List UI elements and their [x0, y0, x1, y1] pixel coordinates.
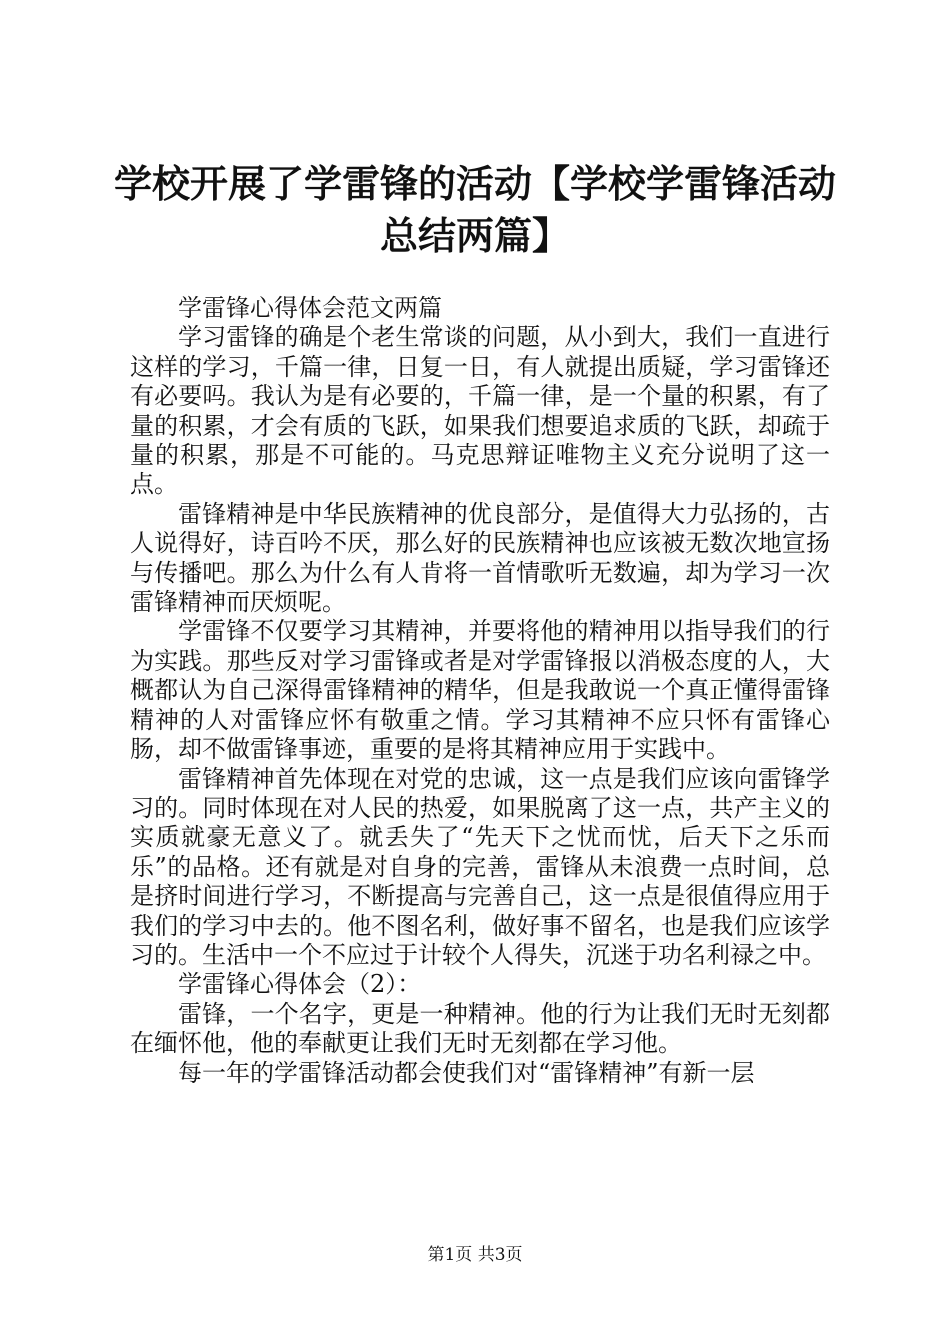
body-paragraph: 雷锋，一个名字，更是一种精神。他的行为让我们无时无刻都在缅怀他，他的奉献更让我们无时无刻都在学习他。 — [130, 999, 830, 1058]
body-paragraph: 学习雷锋的确是个老生常谈的问题，从小到大，我们一直进行这样的学习，千篇一律，日复一日，有人就提出质疑，学习雷锋还有必要吗。我认为是有必要的，千篇一律，是一个量的积累，有了量的积累，才会有质的飞跃，如果我们想要追求质的飞跃，却疏于量的积累，那是不可能的。马克思辩证唯物主义充分说明了这一点。 — [130, 323, 830, 499]
document-title: 学校开展了学雷锋的活动【学校学雷锋活动总结两篇】 — [113, 162, 836, 258]
document-body — [130, 294, 830, 1088]
body-paragraph: 雷锋精神首先体现在对党的忠诚，这一点是我们应该向雷锋学习的。同时体现在对人民的热爱，如果脱离了这一点，共产主义的实质就豪无意义了。就丢失了“先天下之忧而忧，后天下之乐而乐”的品格。还有就是对自身的完善，雷锋从未浪费一点时间，总是挤时间进行学习，不断提高与完善自己，这一点是很值得应用于我们的学习中去的。他不图名利，做好事不留名，也是我们应该学习的。生活中一个不应过于计较个人得失，沉迷于功名利禄之中。 — [130, 764, 830, 969]
body-paragraph: 每一年的学雷锋活动都会使我们对“雷锋精神”有新一层 — [178, 1058, 755, 1087]
body-paragraph: 雷锋精神是中华民族精神的优良部分，是值得大力弘扬的，古人说得好，诗百吟不厌，那么好的民族精神也应该被无数次地宣扬与传播吧。那么为什么有人肯将一首情歌听无数遍，却为学习一次雷锋精神而厌烦呢。 — [130, 499, 830, 617]
section-heading: 学雷锋心得体会（2）： — [178, 970, 422, 999]
section-heading: 学雷锋心得体会范文两篇 — [178, 294, 442, 322]
body-paragraph: 学雷锋不仅要学习其精神，并要将他的精神用以指导我们的行为实践。那些反对学习雷锋或者是对学雷锋报以消极态度的人，大概都认为自己深得雷锋精神的精华，但是我敢说一个真正懂得雷锋精神的人对雷锋应怀有敬重之情。学习其精神不应只怀有雷锋心肠，却不做雷锋事迹，重要的是将其精神应用于实践中。 — [130, 617, 830, 764]
page-footer: 第1页 共3页 — [427, 1245, 523, 1265]
